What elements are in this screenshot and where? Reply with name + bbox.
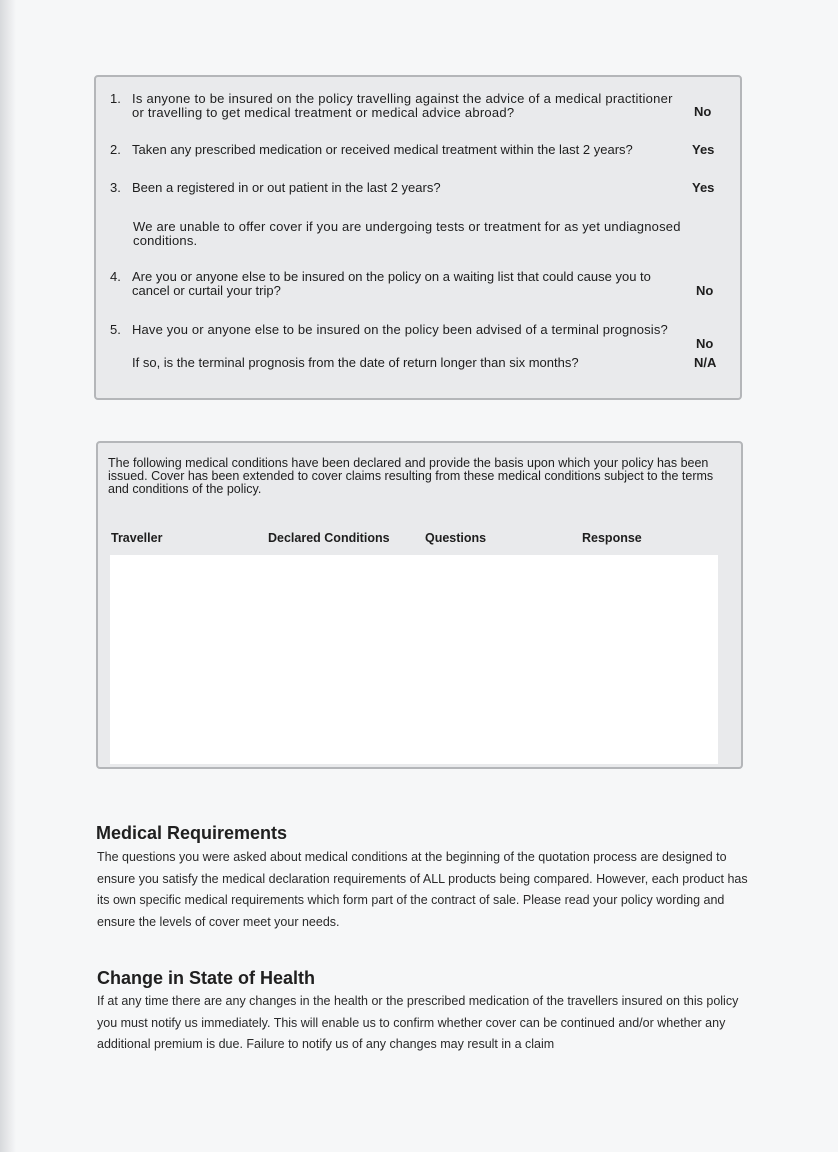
question-text: Been a registered in or out patient in the last 2 years? [132, 180, 441, 195]
question-number: 1. [110, 91, 121, 106]
medical-requirements-heading: Medical Requirements [96, 823, 288, 843]
question-answer: No [696, 336, 714, 351]
question-text: Are you or anyone else to be insured on the policy on a waiting list that could cause you to cancel or curtail your trip? [132, 269, 651, 298]
question-number: 4. [110, 269, 121, 284]
column-header-declared-conditions: Declared Conditions [268, 531, 390, 545]
question-text: Taken any prescribed medication or received medical treatment within the last 2 years? [132, 142, 633, 157]
page-edge-shadow [0, 0, 16, 1152]
medical-questions-box [94, 75, 742, 400]
question-answer: No [696, 283, 714, 298]
question-number: 2. [110, 142, 121, 157]
question-answer: Yes [692, 180, 715, 195]
question-number: 3. [110, 180, 121, 195]
question-text: Have you or anyone else to be insured on the policy been advised of a terminal prognosis? [132, 322, 668, 337]
declared-conditions-box [96, 441, 743, 769]
question-answer: No [694, 104, 712, 119]
column-header-questions: Questions [425, 531, 487, 545]
declared-conditions-intro: The following medical conditions have been declared and provide the basis upon which your policy has been issued. Cover has been extended to cover claims resulting from these medical conditions subject to the terms and conditions of the policy. [108, 456, 714, 496]
column-header-response: Response [582, 531, 642, 545]
question-number: 5. [110, 322, 121, 337]
column-header-traveller: Traveller [111, 531, 163, 545]
undiagnosed-conditions-note: We are unable to offer cover if you are undergoing tests or treatment for as yet undiagnosed conditions. [133, 219, 681, 248]
question-text: Is anyone to be insured on the policy travelling against the advice of a medical practitioner or travelling to get medical treatment or medical advice abroad? [132, 91, 673, 120]
question-followup-text: If so, is the terminal prognosis from the date of return longer than six months? [132, 355, 579, 370]
declared-conditions-table-body [110, 555, 718, 764]
change-in-health-heading: Change in State of Health [97, 968, 316, 988]
change-in-health-text: If at any time there are any changes in the health or the prescribed medication of the travellers insured on this policy you must notify us immediately. This will enable us to confirm whether cover can be continued and/or whether any additional premium is due. Failure to notify us of any changes may result in a claim [97, 994, 739, 1051]
question-followup-answer: N/A [694, 355, 717, 370]
question-answer: Yes [692, 142, 715, 157]
medical-requirements-text: The questions you were asked about medical conditions at the beginning of the quotation process are designed to ensure you satisfy the medical declaration requirements of ALL products being compared. However, each product has its own specific medical requirements which form part of the contract of sale. Please read your policy wording and ensure the levels of cover meet your needs. [97, 850, 748, 929]
